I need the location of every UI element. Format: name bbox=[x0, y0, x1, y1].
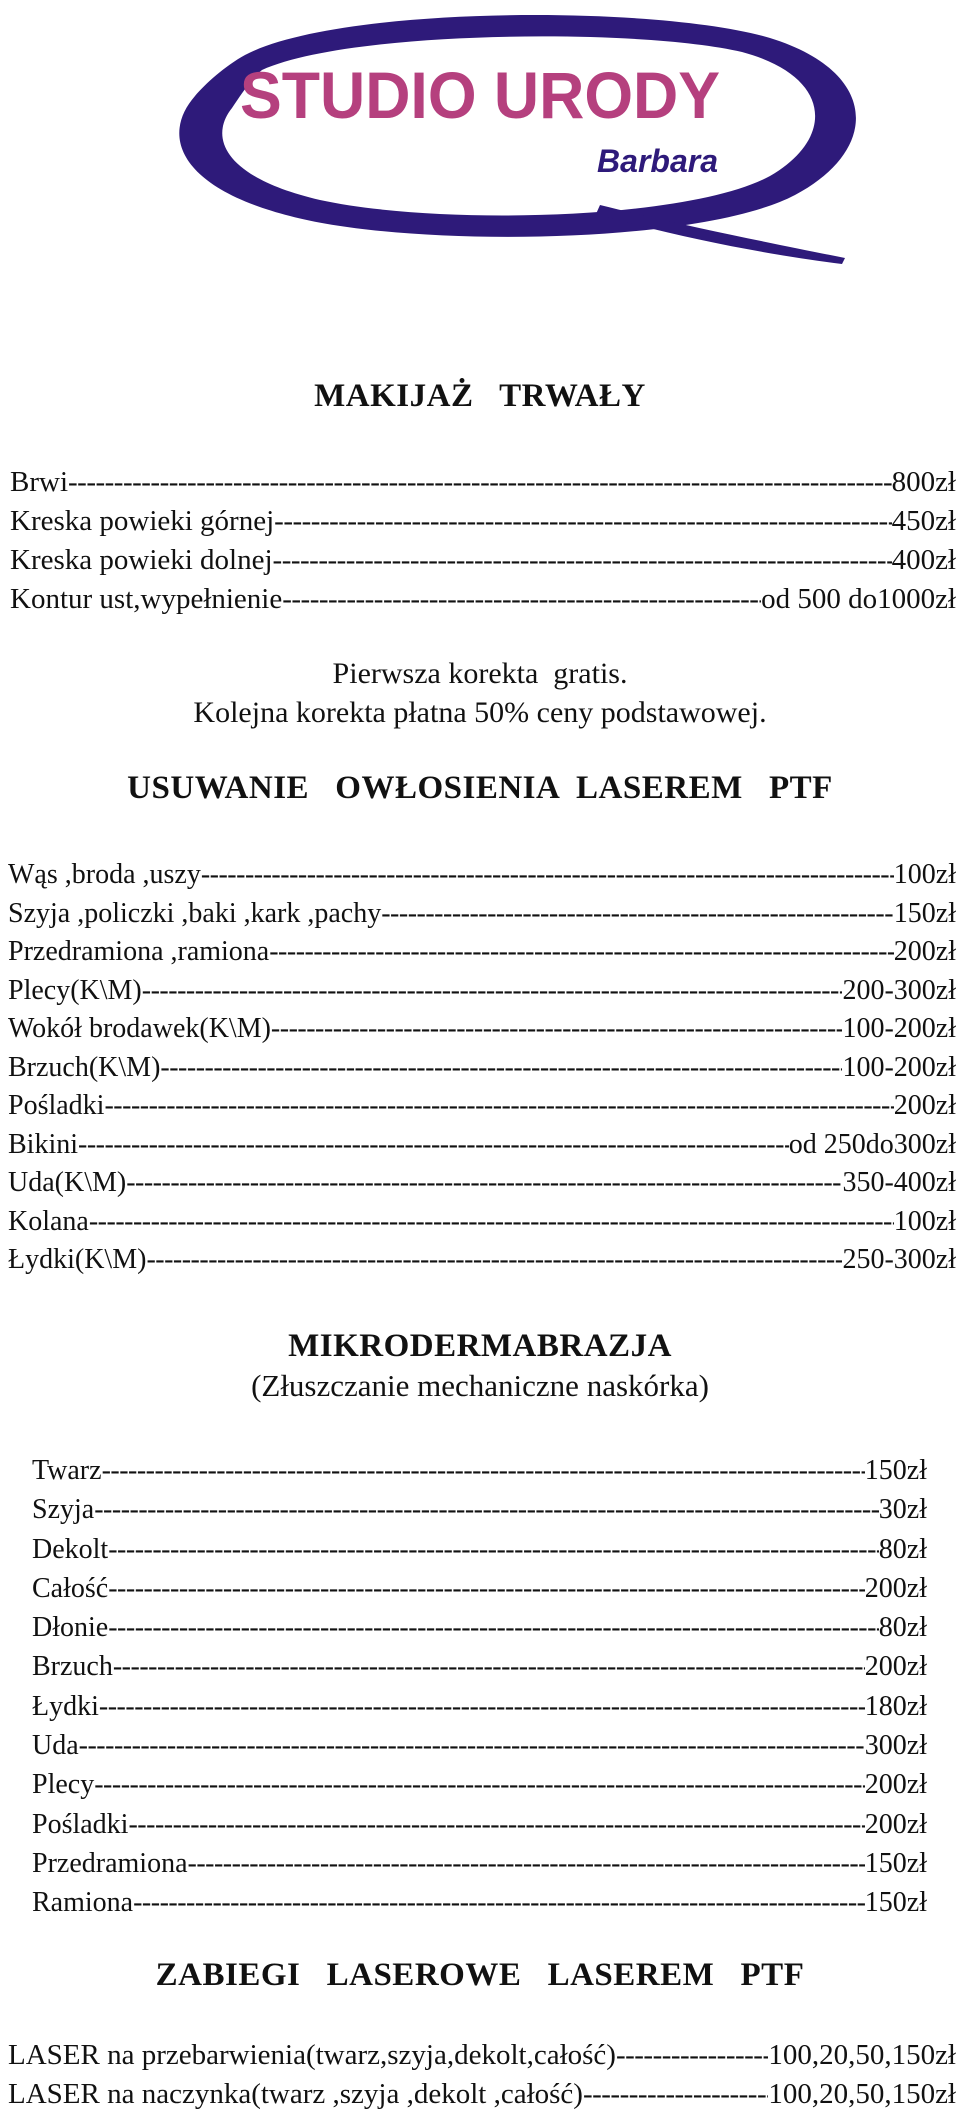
dotted-leader bbox=[146, 1241, 842, 1280]
price-list-zabiegi bbox=[8, 2036, 956, 2114]
dotted-leader bbox=[269, 933, 894, 972]
service-price: 200zł bbox=[893, 936, 956, 967]
dotted-leader bbox=[108, 1530, 879, 1569]
price-list-laser bbox=[8, 856, 956, 1280]
price-row bbox=[8, 972, 956, 1011]
dotted-leader bbox=[142, 972, 843, 1011]
note-first-correction: Pierwsza korekta gratis. bbox=[332, 657, 628, 690]
service-name: LASER na przebarwienia(twarz,szyja,dekolt,całość) bbox=[8, 2039, 616, 2071]
service-price: 350-400zł bbox=[842, 1167, 956, 1198]
service-price: 200zł bbox=[864, 1808, 927, 1840]
service-price: 100zł bbox=[893, 1205, 956, 1237]
service-price: 200zł bbox=[864, 1769, 927, 1801]
service-name: Brzuch bbox=[32, 1651, 113, 1683]
service-name: Kolana bbox=[8, 1205, 89, 1237]
service-price: od 500 do1000zł bbox=[761, 583, 956, 615]
service-name: Wąs ,broda ,uszy bbox=[8, 859, 201, 890]
price-row bbox=[8, 1203, 956, 1242]
service-price: 800zł bbox=[891, 466, 956, 498]
studio-logo bbox=[0, 0, 960, 300]
service-price: 100,20,50,150zł bbox=[768, 2078, 956, 2110]
service-name: Brzuch(K\M) bbox=[8, 1051, 161, 1083]
service-name: Plecy(K\M) bbox=[8, 974, 142, 1006]
dotted-leader bbox=[99, 1687, 865, 1726]
service-name: Uda(K\M) bbox=[8, 1167, 127, 1198]
section-heading-makijaz: MAKIJAŻ TRWAŁY bbox=[314, 378, 646, 414]
price-row bbox=[8, 1010, 956, 1049]
dotted-leader bbox=[78, 1126, 789, 1165]
dotted-leader bbox=[133, 1883, 865, 1922]
section-heading-zabiegi: ZABIEGI LASEROWE LASEREM PTF bbox=[155, 1957, 805, 1993]
service-price: 200zł bbox=[864, 1651, 927, 1683]
price-row bbox=[8, 1126, 956, 1165]
service-name: Szyja bbox=[32, 1494, 95, 1526]
dotted-leader bbox=[68, 463, 892, 502]
dotted-leader bbox=[113, 1647, 865, 1686]
service-name: Dłonie bbox=[32, 1612, 109, 1644]
dotted-leader bbox=[104, 1087, 893, 1126]
price-row bbox=[10, 541, 956, 580]
service-name: Dekolt bbox=[32, 1533, 109, 1565]
price-row bbox=[8, 933, 956, 972]
price-row bbox=[10, 580, 956, 619]
price-row bbox=[8, 2075, 956, 2114]
service-price: 200-300zł bbox=[842, 974, 956, 1006]
service-price: 250-300zł bbox=[842, 1244, 956, 1275]
service-name: Brwi bbox=[10, 466, 68, 498]
service-name: Wokół brodawek(K\M) bbox=[8, 1013, 271, 1044]
service-price: 100-200zł bbox=[842, 1051, 956, 1083]
price-row bbox=[32, 1883, 927, 1922]
service-name: Kontur ust,wypełnienie bbox=[10, 583, 283, 615]
service-price: od 250do300zł bbox=[788, 1128, 956, 1160]
dotted-leader bbox=[282, 580, 761, 619]
dotted-leader bbox=[201, 856, 894, 895]
service-name: Bikini bbox=[8, 1128, 79, 1160]
dotted-leader bbox=[108, 1608, 879, 1647]
service-price: 100-200zł bbox=[842, 1013, 956, 1044]
price-row bbox=[32, 1687, 927, 1726]
price-row bbox=[32, 1490, 927, 1529]
service-name: Kreska powieki górnej bbox=[10, 505, 275, 537]
price-row bbox=[32, 1569, 927, 1608]
service-price: 450zł bbox=[891, 505, 956, 537]
service-name: Kreska powieki dolnej bbox=[10, 544, 273, 576]
service-price: 200zł bbox=[864, 1572, 927, 1604]
service-price: 180zł bbox=[864, 1690, 927, 1722]
dotted-leader bbox=[273, 541, 892, 580]
logo-title: STUDIO URODY bbox=[240, 58, 720, 132]
service-name: Łydki(K\M) bbox=[8, 1244, 147, 1275]
service-price: 150zł bbox=[864, 1455, 927, 1486]
service-name: LASER na naczynka(twarz ,szyja ,dekolt ,całość) bbox=[8, 2078, 583, 2110]
service-price: 30zł bbox=[878, 1494, 927, 1526]
service-name: Pośladki bbox=[8, 1090, 105, 1121]
dotted-leader bbox=[126, 1164, 842, 1203]
price-row bbox=[8, 1164, 956, 1203]
service-price: 300zł bbox=[864, 1730, 927, 1762]
service-name: Całość bbox=[32, 1572, 109, 1604]
dotted-leader bbox=[381, 895, 894, 934]
price-row bbox=[8, 1087, 956, 1126]
note-next-correction: Kolejna korekta płatna 50% ceny podstawowej. bbox=[193, 696, 767, 729]
service-price: 150zł bbox=[864, 1887, 927, 1919]
price-list-makijaz bbox=[10, 463, 956, 619]
service-name: Szyja ,policzki ,baki ,kark ,pachy bbox=[8, 897, 382, 929]
service-name: Łydki bbox=[32, 1690, 99, 1722]
service-name: Przedramiona ,ramiona bbox=[8, 936, 270, 967]
price-row bbox=[8, 856, 956, 895]
price-row bbox=[10, 502, 956, 541]
price-row bbox=[8, 895, 956, 934]
price-row bbox=[32, 1765, 927, 1804]
price-row bbox=[32, 1530, 927, 1569]
dotted-leader bbox=[128, 1805, 864, 1844]
section-heading-laser: USUWANIE OWŁOSIENIA LASEREM PTF bbox=[127, 770, 833, 806]
service-price: 400zł bbox=[891, 544, 956, 576]
logo-ring bbox=[179, 15, 856, 264]
service-price: 200zł bbox=[893, 1090, 956, 1121]
dotted-leader bbox=[616, 2036, 768, 2075]
price-row bbox=[32, 1844, 927, 1883]
dotted-leader bbox=[108, 1569, 865, 1608]
service-name: Ramiona bbox=[32, 1887, 134, 1919]
price-row bbox=[32, 1647, 927, 1686]
price-row bbox=[32, 1608, 927, 1647]
service-price: 150zł bbox=[864, 1847, 927, 1879]
dotted-leader bbox=[79, 1726, 865, 1765]
service-name: Przedramiona bbox=[32, 1847, 188, 1879]
service-price: 80zł bbox=[878, 1533, 927, 1565]
price-list-mikro bbox=[32, 1451, 927, 1923]
dotted-leader bbox=[274, 502, 891, 541]
dotted-leader bbox=[102, 1451, 865, 1490]
service-name: Plecy bbox=[32, 1769, 95, 1801]
service-price: 100,20,50,150zł bbox=[768, 2039, 956, 2071]
price-row bbox=[32, 1805, 927, 1844]
service-price: 100zł bbox=[893, 859, 956, 890]
section-heading-mikro: MIKRODERMABRAZJA bbox=[288, 1328, 672, 1364]
price-row bbox=[32, 1451, 927, 1490]
logo-subtitle: Barbara bbox=[597, 143, 718, 179]
price-row bbox=[8, 2036, 956, 2075]
service-name: Twarz bbox=[32, 1455, 102, 1486]
dotted-leader bbox=[160, 1049, 842, 1088]
price-row bbox=[8, 1241, 956, 1280]
dotted-leader bbox=[188, 1844, 865, 1883]
section-subheading-mikro: (Złuszczanie mechaniczne naskórka) bbox=[251, 1368, 709, 1403]
dotted-leader bbox=[271, 1010, 843, 1049]
service-price: 150zł bbox=[893, 897, 956, 929]
dotted-leader bbox=[583, 2075, 768, 2114]
price-row bbox=[8, 1049, 956, 1088]
price-row bbox=[10, 463, 956, 502]
dotted-leader bbox=[94, 1490, 879, 1529]
service-name: Pośladki bbox=[32, 1808, 129, 1840]
dotted-leader bbox=[89, 1203, 894, 1242]
price-row bbox=[32, 1726, 927, 1765]
service-name: Uda bbox=[32, 1730, 79, 1762]
service-price: 80zł bbox=[878, 1612, 927, 1644]
dotted-leader bbox=[94, 1765, 865, 1804]
